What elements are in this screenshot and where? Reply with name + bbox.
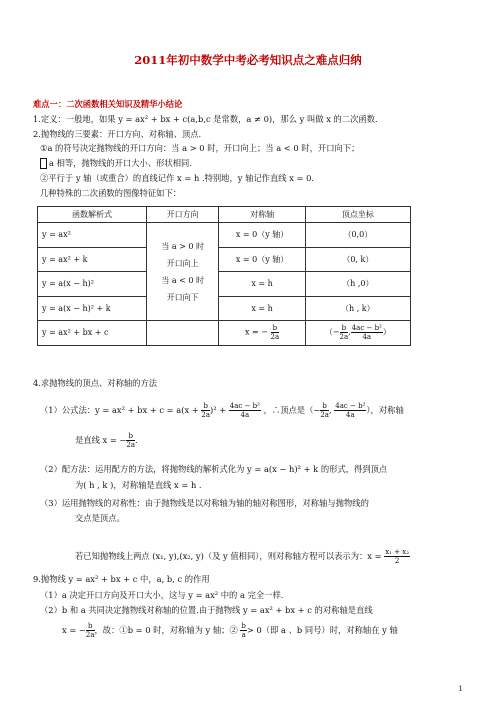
same-shape-line: a 相等，抛物线的开口大小、形状相同. <box>40 157 192 169</box>
row-vertex: （0,0） <box>305 223 410 248</box>
formula-method-line: （1）公式法：y = ax² + bx + c = a(x + $\frac{b}{2a}$ )² + $\frac{\text{4ac − b²}}{4a}$ ，∴顶点是（− $\frac{b}{2a}$ , $\frac{\text{4ac − b²}}{4a}$ ），对称轴 <box>40 402 404 419</box>
symmetry-method-line-2: 交点是顶点。 <box>75 513 125 523</box>
row-formula: y = a(x − h)² <box>38 272 147 297</box>
table-row <box>38 272 411 297</box>
row-vertex: （0, k） <box>305 247 410 272</box>
row-vertex: （h ,0） <box>305 272 410 297</box>
row-axis: x = 0（y 轴） <box>219 223 305 248</box>
empty-cell <box>146 321 219 346</box>
row-vertex: （h , k） <box>305 296 410 321</box>
header-formula: 函数解析式 <box>38 207 147 223</box>
role-of-a-line: （1）a 决定开口方向及开口大小，这与 y = ax² 中的 a 完全一样. <box>40 590 284 600</box>
table-intro: 几种特殊的二次函数的图像特征如下： <box>40 188 182 198</box>
section-9-heading: 9.抛物线 y = ax² + bx + c 中，a, b, c 的作用 <box>33 574 210 584</box>
completing-square-result: 为( h , k )，对称轴是直线 x = h . <box>75 480 202 490</box>
table-row <box>38 321 411 346</box>
row-formula: y = ax² + k <box>38 247 147 272</box>
direction-cell: 当 a > 0 时 开口向上 当 a < 0 时 开口向下 <box>146 223 219 321</box>
row-vertex: （− $\frac{b}{2a}$ , $\frac{\text{4ac − b²}}{4a}$ ） <box>305 321 410 346</box>
row-axis: x = − $\frac{b}{2a}$ <box>219 321 305 346</box>
axis-result-line: 是直线 x = − $\frac{b}{2a}$ . <box>75 432 138 449</box>
table-row <box>38 296 411 321</box>
definition-line: 1.定义：一般地，如果 y = ax² + bx + c(a,b,c 是常数，a ≠ 0)，那么 y 叫做 x 的二次函数. <box>33 114 378 124</box>
row-axis: x = h <box>219 296 305 321</box>
completing-square-line: （2）配方法：运用配方的方法，将抛物线的解析式化为 y = a(x − h)² + k 的形式，得到顶点 <box>40 464 388 474</box>
cursor-box <box>40 158 47 169</box>
header-axis: 对称轴 <box>219 207 305 223</box>
table-header-row <box>38 207 411 223</box>
function-table <box>37 206 411 346</box>
role-of-b-line: （2）b 和 a 共同决定抛物线对称轴的位置.由于抛物线 y = ax² + bx + c 的对称轴是直线 <box>40 605 373 615</box>
row-formula: y = ax² + bx + c <box>38 321 147 346</box>
page-title: 2011年初中数学中考必考知识点之难点归纳 <box>134 53 362 67</box>
section-heading-1: 难点一：二次函数相关知识及精华小结论 <box>33 99 183 109</box>
page-number: 1 <box>458 685 463 693</box>
row-formula: y = ax² <box>38 223 147 248</box>
opening-direction-line: ①a 的符号决定抛物线的开口方向：当 a > 0 时，开口向上；当 a < 0 时，开口向下； <box>40 143 360 153</box>
parallel-line-note: ②平行于 y 轴（或重合）的直线记作 x = h .特别地，y 轴记作直线 x = 0. <box>40 173 315 183</box>
table-row <box>38 223 411 248</box>
header-vertex: 顶点坐标 <box>305 207 410 223</box>
section-4-heading: 4.求抛物线的顶点、对称轴的方法 <box>33 378 158 388</box>
symmetry-method-line: （3）运用抛物线的对称性：由于抛物线是以对称轴为轴的轴对称图形，对称轴与抛物线的 <box>40 498 369 508</box>
two-points-line: 若已知抛物线上两点 (x₁, y),(x₂, y)（及 y 值相同），则对称轴方程可以表示为：x = $\frac{\text{x₁ + x₂}}{2}$ <box>75 548 410 565</box>
header-direction: 开口方向 <box>146 207 219 223</box>
table-row <box>38 247 411 272</box>
three-elements-line: 2.抛物线的三要素：开口方向、对称轴、顶点. <box>33 129 202 139</box>
row-axis: x = 0（y 轴） <box>219 247 305 272</box>
row-axis: x = h <box>219 272 305 297</box>
role-of-b-cases: x = − $\frac{b}{2a}$ ，故：①b = 0 时，对称轴为 y 轴；② $\frac{b}{a}$ > 0（即 a 、b 同号）时，对称轴在 y 轴 <box>62 622 398 639</box>
row-formula: y = a(x − h)² + k <box>38 296 147 321</box>
